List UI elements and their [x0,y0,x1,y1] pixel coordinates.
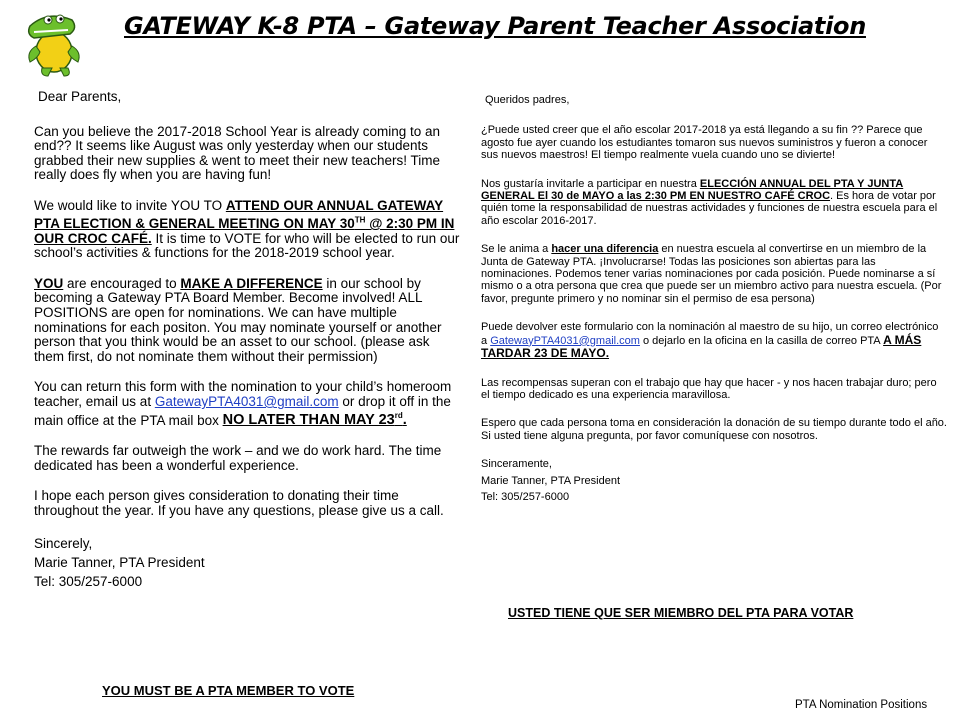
email-link[interactable]: GatewayPTA4031@gmail.com [490,334,640,347]
signer: Marie Tanner, PTA President [481,474,620,487]
meeting-notice: ATTEND OUR ANNUAL GATEWAY PTA ELECTION & GENERAL MEETING ON MAY 30TH @ 2:30 PM IN OUR CROC CAFÉ. [34,197,455,246]
paragraph: Puede devolver este formulario con la nominación al maestro de su hijo, un correo electrónico a GatewayPTA4031@gmail.com o dejarlo en la oficina en la casilla de correo PTA A MÁS TARDAR 23 DE MAYO. [481,321,939,361]
closing: Sincerely, [34,536,93,552]
phone: Tel: 305/257-6000 [34,573,143,589]
alligator-mascot-icon [18,6,86,78]
greeting: Queridos padres, [485,94,570,106]
signer: Marie Tanner, PTA President [34,554,205,570]
closing: Sinceramente, [481,458,552,471]
paragraph: Can you believe the 2017-2018 School Year is already coming to an end?? It seems like August was only yesterday when our students grabbed their new supplies & went to meet their new teachers! Time really does fly when you are having fun! [34,123,441,183]
paragraph: Espero que cada persona toma en consideración la donación de su tiempo durante todo el año. Si usted tiene alguna pregunta, por favor comuníquese con nosotros. [481,417,947,442]
phone: Tel: 305/257-6000 [481,490,570,503]
english-letter [34,90,462,589]
paragraph: You can return this form with the nomination to your child’s homeroom teacher, email us at GatewayPTA4031@gmail.com or drop it off in the main office at the PTA mail box NO LATER THAN MAY 23rd. [34,379,452,429]
paragraph: The rewards far outweigh the work – and we do work hard. The time dedicated has been a wonderful experience. [34,443,442,473]
corner-label: PTA Nomination Positions [795,699,928,711]
deadline: A MÁS TARDAR 23 DE MAYO. [481,332,922,361]
spanish-letter [481,90,947,503]
paragraph: YOU are encouraged to MAKE A DIFFERENCE in our school by becoming a Gateway PTA Board Member. Become involved! ALL POSITIONS are open for nominations. We can have multiple nominations for each positon. You may nominate yourself or another person that you think would be an asset to our school. (please ask them first, do not nominate them without their permission) [34,275,442,364]
paragraph: Se le anima a hacer una diferencia en nuestra escuela al convertirse en un miembro de la Junta de Gateway PTA. ¡Involucrarse! Todas las posiciones son abiertas para las nominaciones. Podemos tener varias nominaciones por cada posición. Puede nominarse a sí mismo o a otra persona que crea que puede ser un miembro activo para nuestra escuela. (Por favor, pregunte primero y no nominar sin el permiso de esa persona) [481,243,942,305]
paragraph: Las recompensas superan con el trabajo que hay que hacer - y nos hacen trabajar duro; pero el tiempo dedicado es una experiencia maravillosa. [481,376,937,401]
member-notice: USTED TIENE QUE SER MIEMBRO DEL PTA PARA VOTAR [508,606,854,620]
greeting: Dear Parents, [38,89,122,104]
paragraph: We would like to invite YOU TO ATTEND OUR ANNUAL GATEWAY PTA ELECTION & GENERAL MEETING ON MAY 30TH @ 2:30 PM IN OUR CROC CAFÉ. It is time to VOTE for who will be elected to run our school’s activities & functions for the 2018-2019 school year. [34,197,460,261]
email-link[interactable]: GatewayPTA4031@gmail.com [154,394,339,409]
meeting-notice: ELECCIÓN ANNUAL DEL PTA Y JUNTA GENERAL El 30 de MAYO a las 2:30 PM EN NUESTRO CAFÉ CROC [481,177,904,203]
paragraph: ¿Puede usted creer que el año escolar 2017-2018 ya está llegando a su fin ?? Parece que agosto fue ayer cuando los estudiantes tomaron sus nuevos suministros y fueron a conocer sus nuevos maestros! El tiempo realmente vuela cuando uno se divierte! [481,124,928,162]
paragraph: I hope each person gives consideration to donating their time throughout the year. If you have any questions, please give us a call. [34,488,444,518]
deadline: NO LATER THAN MAY 23rd. [222,411,407,429]
member-notice: YOU MUST BE A PTA MEMBER TO VOTE [102,683,355,698]
paragraph: Nos gustaría invitarle a participar en nuestra ELECCIÓN ANNUAL DEL PTA Y JUNTA GENERAL El 30 de MAYO a las 2:30 PM EN NUESTRO CAFÉ CROC. Es hora de votar por quién tome la responsabilidad de nuestras actividades y funciones de nuestra escuela para el año escolar 2016-2017. [481,177,938,227]
page-title: GATEWAY K-8 PTA – Gateway Parent Teacher Association [124,12,866,40]
